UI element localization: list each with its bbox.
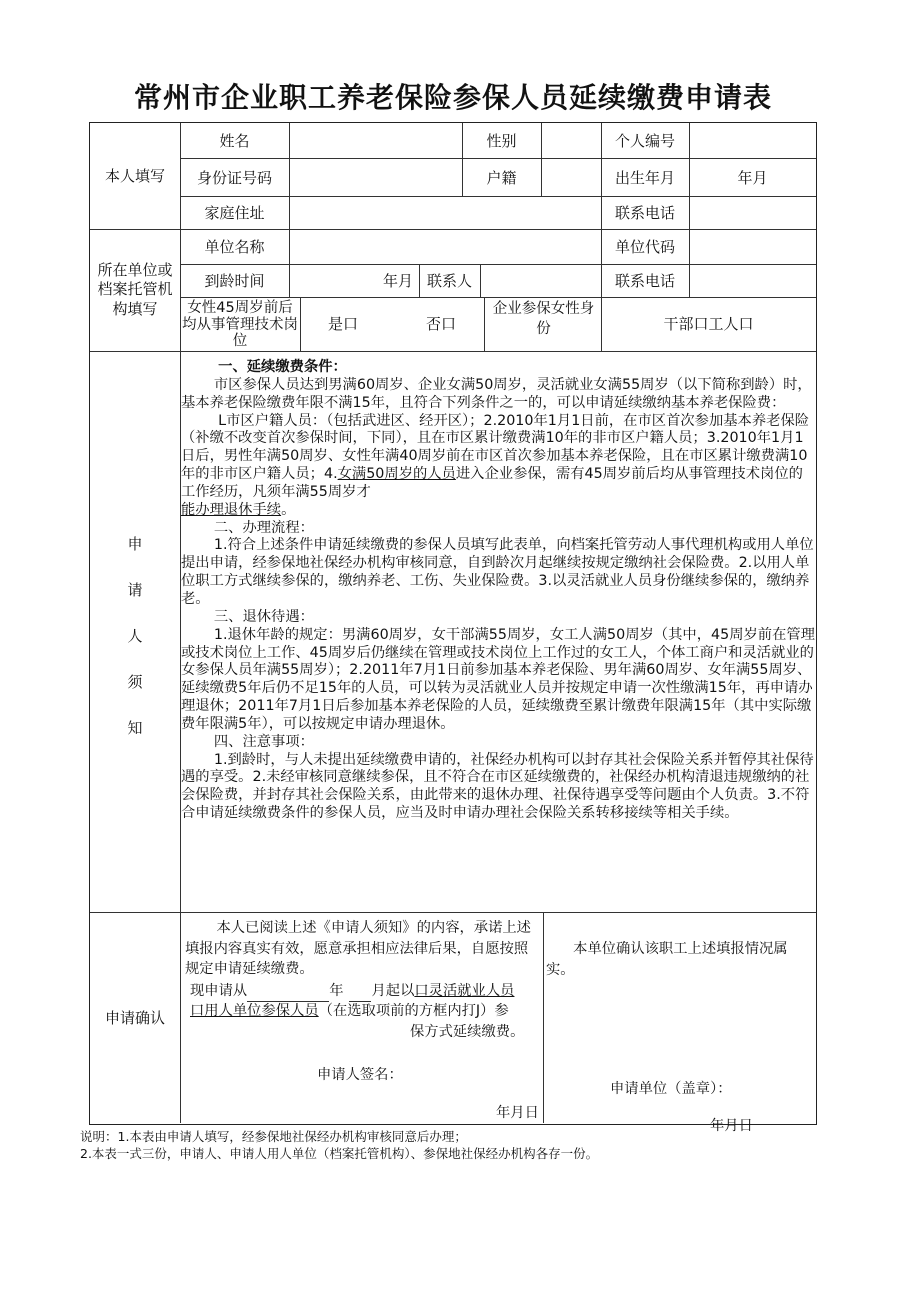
unit-sign-label: 申请单位（盖章）：: [610, 1081, 732, 1097]
identity-options[interactable]: 干部口工人口: [663, 315, 754, 333]
name-field[interactable]: [289, 123, 462, 159]
notice-body: [181, 359, 815, 823]
start-month-field[interactable]: [349, 980, 371, 1002]
notice-paragraph: 1.退休年龄的规定：男满60周岁，女干部满55周岁，女工人满50周岁（其中，45周岁前在管理或技术岗位上工作、45周岁后仍继续在管理或技术岗位上工作过的女工人，个体工商户和灵活就业的女参保人员年满55周岁）；2.2011年7月1日前参加基本养老保险、男年满60周岁、女年满55周岁、延续缴费5年后仍不足15年的人员，可以转为灵活就业人员并按规定申请一次性缴满15年，再申请办理退休；2011年7月1日后参加基本养老保险的人员，延续缴费至累计缴费年限满15年（其中实际缴费年限满5年），可以按规定申请办理退休。: [181, 626, 815, 732]
confirm-line-end: 保方式延续缴费。: [410, 1024, 525, 1040]
personal-id-field[interactable]: [689, 123, 816, 159]
notice-paragraph: 1.到龄时，与人未提出延续缴费申请的，社保经办机构可以封存其社会保险关系并暂停其社保待遇的享受。2.未经审核同意继续参保，且不符合在市区延续缴费的，社保经办机构清退违规缴纳的社会保险费，并封存其社会保险关系，由此带来的退休办理、社保待遇享受等问题由个人负责。3.不符合申请延续缴费条件的参保人员，应当及时申请办理社会保险关系转移接续等相关手续。: [181, 751, 814, 822]
unit-phone-field[interactable]: [689, 264, 816, 297]
idcard-field[interactable]: [289, 159, 462, 196]
age-time-field[interactable]: 年月: [382, 271, 413, 290]
notice-heading: 二、办理流程：: [213, 519, 314, 536]
notice-char: 人: [127, 627, 143, 645]
idcard-label: 身份证号码: [196, 168, 272, 187]
hukou-label: 户籍: [486, 168, 517, 187]
start-year-field[interactable]: [247, 980, 329, 1002]
unit-code-field[interactable]: [689, 229, 816, 264]
address-label: 家庭住址: [204, 203, 265, 222]
confirm-statement: 本人已阅读上述《申请人须知》的内容，承诺上述填报内容真实有效，愿意承担相应法律后果，自愿按照规定申请延续缴费。: [185, 920, 531, 977]
notice-heading: 一、延续缴费条件：: [218, 359, 347, 375]
notice-paragraph: 能办理退休手续。: [181, 501, 296, 518]
option-employee[interactable]: 口用人单位参保人员: [190, 1003, 319, 1019]
birth-label: 出生年月: [614, 168, 675, 187]
address-field[interactable]: [289, 196, 601, 229]
phone-label: 联系电话: [614, 203, 675, 222]
unit-name-field[interactable]: [289, 229, 601, 264]
unit-name-label: 单位名称: [204, 237, 265, 256]
date-right: 年月日: [710, 1118, 753, 1134]
note-2: 2.本表一式三份，申请人、申请人用人单位（档案托管机构）、参保地社保经办机构各存一份。: [80, 1146, 599, 1161]
female-identity-label: 企业参保女性身份: [492, 301, 595, 337]
section-label-unit: 所在单位或档案托管机构填写: [97, 260, 173, 318]
notice-paragraph: L市区户籍人员：（包括武进区、经开区）；2.2010年1月1日前，在市区首次参加基本养老保险（补缴不改变首次参保时间，下同），且在市区累计缴费满10年的非市区户籍人员；3.2010年1月1日后，男性年满50周岁、女性年满40周岁前在市区首次参加基本养老保险，且在市区累计缴费满10年的非市区户籍人员；4.女满50周岁的人员进入企业参保，需有45周岁前后均从事管理技术岗位的工作经历，凡须年满55周岁才: [181, 412, 810, 500]
name-label: 姓名: [219, 132, 250, 150]
hukou-field[interactable]: [541, 159, 601, 196]
notice-heading: 三、退休待遇：: [213, 608, 314, 625]
notice-char: 须: [127, 673, 143, 691]
section-label-notice: [90, 521, 180, 751]
note-1: 说明：1.本表由申请人填写，经参保地社保经办机构审核同意后办理；: [80, 1129, 467, 1144]
divider: [300, 297, 301, 351]
divider: [90, 351, 816, 352]
no-option[interactable]: 否口: [425, 315, 456, 333]
personal-id-label: 个人编号: [614, 132, 675, 150]
notice-heading: 四、注意事项：: [213, 733, 314, 750]
gender-label: 性别: [486, 132, 517, 150]
divider: [484, 297, 485, 351]
confirm-option-line: 口用人单位参保人员（在选取项前的方框内打J）参: [190, 1003, 509, 1019]
form-title: 常州市企业职工养老保险参保人员延续缴费申请表: [133, 81, 772, 114]
notice-char: 申: [127, 535, 143, 553]
phone-field[interactable]: [689, 196, 816, 229]
birth-field[interactable]: 年月: [737, 168, 768, 187]
confirm-apply-line: 现申请从 年 月起以口灵活就业人员: [190, 980, 544, 1002]
yes-option[interactable]: 是口: [327, 315, 358, 333]
date-left: 年月日: [496, 1105, 539, 1121]
notice-paragraph: 市区参保人员达到男满60周岁、企业女满50周岁，灵活就业女满55周岁（以下简称到龄）时，基本养老保险缴费年限不满15年，且符合下列条件之一的，可以申请延续缴纳基本养老保险费：: [181, 376, 812, 411]
notice-char: 请: [127, 581, 143, 599]
gender-field[interactable]: [541, 123, 601, 159]
section-label-self: 本人填写: [104, 167, 165, 185]
unit-code-label: 单位代码: [614, 237, 675, 256]
notice-paragraph: 1.符合上述条件申请延续缴费的参保人员填写此表单，向档案托管劳动人事代理机构或用人单位提出申请，经参保地社保经办机构审核同意，自到龄次月起继续按规定缴纳社会保险费。2.以用人单位职工方式继续参保的，缴纳养老、工伤、失业保险费。3.以灵活就业人员身份继续参保的，缴纳养老。: [181, 537, 814, 607]
unit-confirm-statement: 本单位确认该职工上述填报情况属实。: [546, 941, 788, 978]
contact-label: 联系人: [426, 271, 472, 290]
section-label-confirm: 申请确认: [104, 1008, 165, 1027]
divider: [90, 912, 816, 913]
age-time-label: 到龄时间: [204, 271, 265, 290]
notice-char: 知: [127, 719, 143, 737]
contact-field[interactable]: [480, 264, 601, 297]
female45-label: 女性45周岁前后均从事管理技术岗位: [182, 299, 298, 350]
application-form: [89, 122, 817, 1134]
underlined-text: 能办理退休手续: [181, 501, 282, 518]
option-flexible[interactable]: 口灵活就业人员: [414, 983, 515, 999]
signature-label: 申请人签名：: [317, 1067, 403, 1083]
underlined-text: 女满50周岁的人员: [337, 466, 456, 483]
unit-phone-label: 联系电话: [614, 271, 675, 290]
